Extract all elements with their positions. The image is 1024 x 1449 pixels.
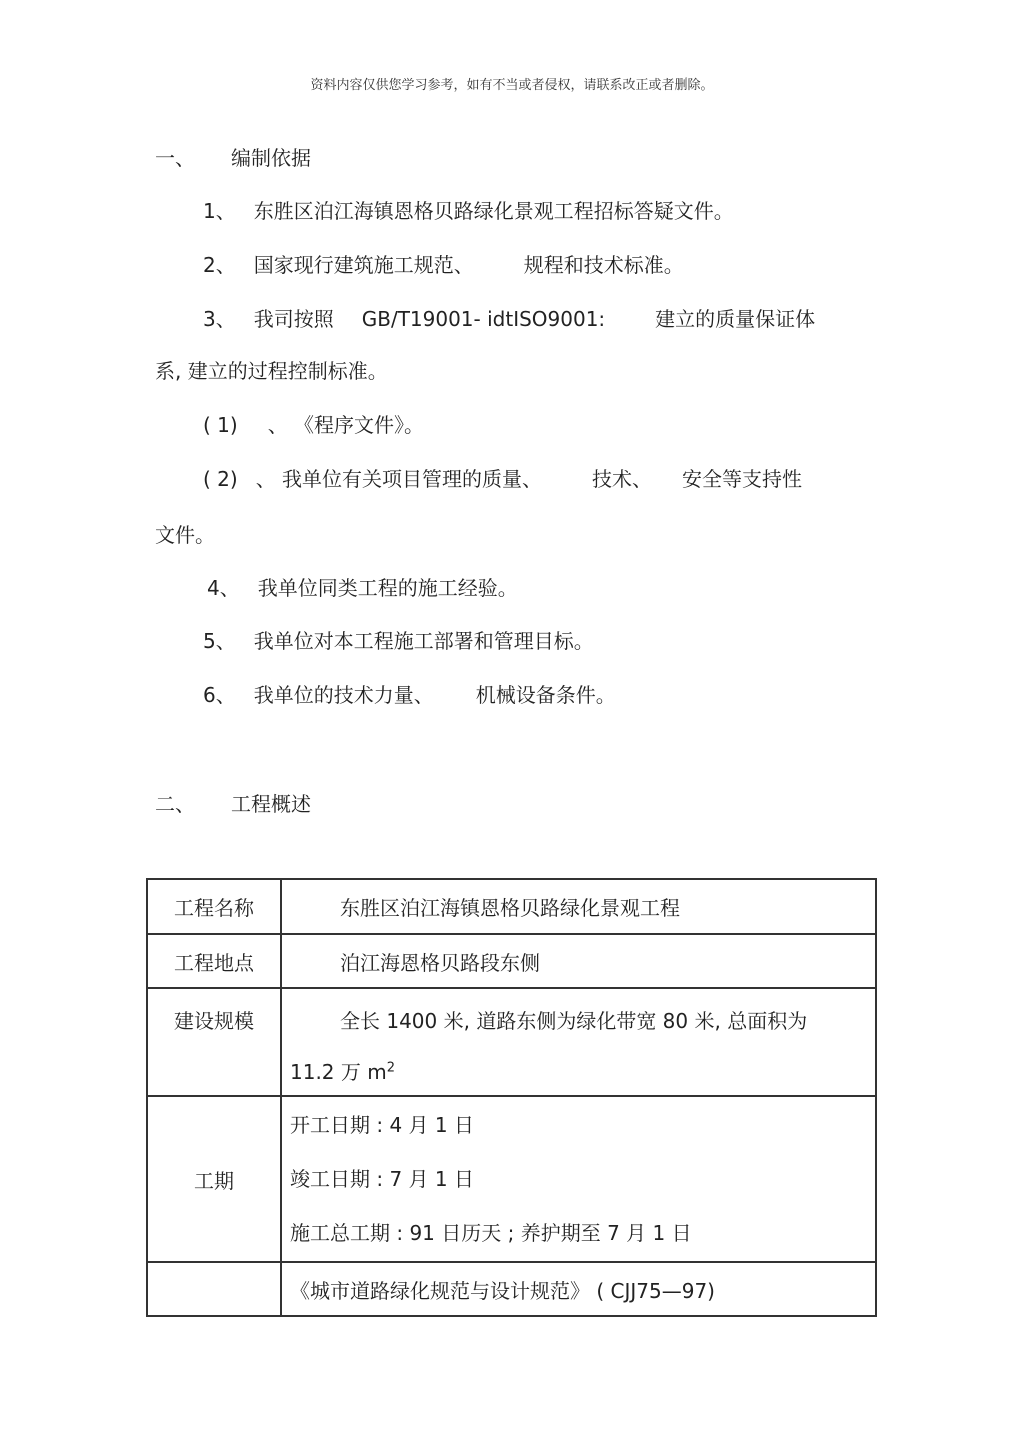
- item-number: 6、: [203, 683, 236, 707]
- item-number: ( 2): [203, 467, 238, 491]
- item-text: 、 《程序文件》。: [267, 413, 425, 437]
- item-number: 3、: [203, 307, 236, 331]
- item-text: 规程和技术标准。: [523, 253, 684, 277]
- item-number: ( 1): [203, 413, 238, 437]
- section-number: 二、: [155, 792, 195, 816]
- item-text: 我单位的技术力量、: [253, 683, 434, 707]
- item-text: 机械设备条件。: [475, 683, 616, 707]
- item-text: 建立的质量保证体: [655, 307, 816, 331]
- table-row: [147, 1262, 876, 1316]
- header-note: 资料内容仅供您学习参考，如有不当或者侵权，请联系改正或者删除。: [310, 78, 714, 93]
- list-item: [203, 303, 815, 332]
- table-row: [147, 988, 876, 1096]
- list-item: [203, 195, 734, 224]
- table-row: [147, 879, 876, 934]
- item-text: 技术、: [592, 467, 653, 491]
- item-text: 东胜区泊江海镇恩格贝路绿化景观工程招标答疑文件。: [253, 199, 734, 223]
- end-date: 竣工日期 : 7 月 1 日: [290, 1167, 474, 1191]
- table-value-cell: 泊江海恩格贝路段东侧: [281, 934, 876, 988]
- table-value-cell: 东胜区泊江海镇恩格贝路绿化景观工程: [281, 879, 876, 934]
- section-title: 编制依据: [231, 146, 311, 170]
- table-label-cell: 工程名称: [147, 879, 281, 934]
- list-item: [203, 249, 684, 278]
- table-row: [147, 1096, 876, 1262]
- table-row: [147, 934, 876, 988]
- item-text: 安全等支持性: [682, 467, 803, 491]
- table-label-cell: 建设规模: [147, 988, 281, 1096]
- table-value-cell: [281, 988, 876, 1096]
- section-2-heading: [155, 788, 311, 817]
- list-item: [203, 463, 802, 492]
- list-item: [203, 625, 594, 654]
- item-number: 4、: [207, 576, 240, 600]
- table-value-cell: 《城市道路绿化规范与设计规范》 ( CJJ75—97): [281, 1262, 876, 1316]
- standard-code: GB/T19001- idtISO9001:: [361, 307, 606, 331]
- superscript: 2: [386, 1060, 396, 1076]
- table-label-cell: 工程地点: [147, 934, 281, 988]
- total-duration: 施工总工期 : 91 日历天 ; 养护期至 7 月 1 日: [290, 1221, 692, 1245]
- item-text: 我单位同类工程的施工经验。: [257, 576, 518, 600]
- list-item: [207, 572, 518, 601]
- list-item: [203, 679, 616, 708]
- item-text: 国家现行建筑施工规范、: [253, 253, 474, 277]
- table-label-cell: [147, 1262, 281, 1316]
- section-title: 工程概述: [231, 792, 311, 816]
- item-text: 我单位对本工程施工部署和管理目标。: [253, 629, 594, 653]
- scale-line-2: [290, 1056, 874, 1085]
- table-label-cell: 工期: [147, 1096, 281, 1262]
- section-1-heading: [155, 142, 311, 171]
- list-item: [203, 409, 424, 438]
- item-number: 1、: [203, 199, 236, 223]
- item-text: 我司按照: [253, 307, 334, 331]
- project-overview-table: [146, 878, 877, 1317]
- scale-area: 11.2 万 m: [290, 1060, 387, 1084]
- start-date: 开工日期 : 4 月 1 日: [290, 1113, 474, 1137]
- list-item-continuation: 文件。: [155, 523, 215, 547]
- item-number: 2、: [203, 253, 236, 277]
- section-number: 一、: [155, 146, 195, 170]
- scale-line-1: 全长 1400 米, 道路东侧为绿化带宽 80 米, 总面积为: [340, 1009, 808, 1033]
- item-text: 、 我单位有关项目管理的质量、: [255, 467, 543, 491]
- list-item-continuation: 系, 建立的过程控制标准。: [155, 359, 388, 383]
- item-number: 5、: [203, 629, 236, 653]
- table-value-cell: [281, 1096, 876, 1262]
